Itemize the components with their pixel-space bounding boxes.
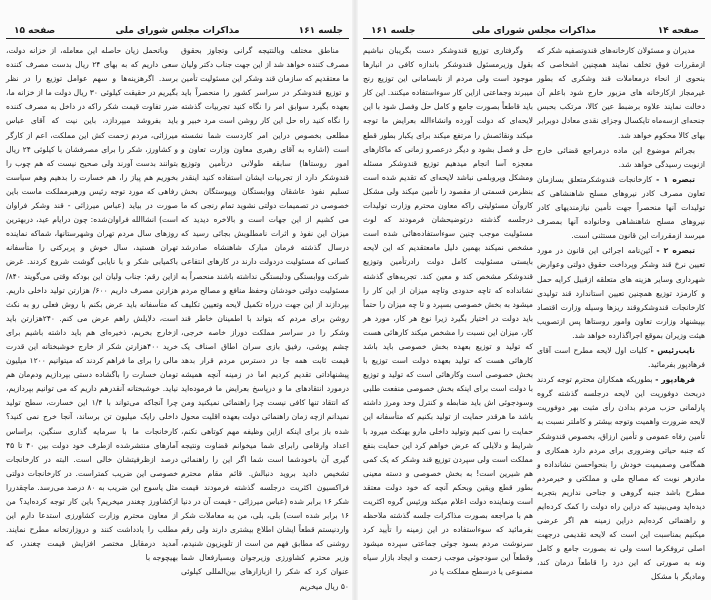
running-title: مذاکرات مجلس شورای ملی: [115, 26, 240, 36]
paragraph: [537, 173, 705, 243]
paragraph-text: کارخانجات قندوشکرمتعلق بسازمان تعاون مصرف کادر نیروهای مسلح شاهنشاهی که تولیدات آنها منحصراً جهت تأمین نیازمندیهای کادر نیروهای مسلح شاهنشاهی وخانواده آنها بمصرف میرسد ازمقررات این قانون مستثنی است.: [537, 174, 705, 241]
paragraph-text: آئین‌نامه اجرائی این قانون در مورد تعیین نرخ قند وشکر وپرداخت حقوق دولتی وعوارض شهرداری وسایر هزینه های متعلقه ازقبیل کرایه حمل و کارمزد توزیع همچنین تعیین استاندارد قند تولیدی کارخانجات قندوشکروقند ریزها وسیله وزارت اقتصاد بپیشنهاد وزارت تعاون وامور روستاها پس ازتصویب هیئت وزیران بموقع اجراگذارده خواهد شد.: [537, 246, 705, 340]
text-column-left: [363, 44, 533, 584]
paragraph: [537, 373, 705, 584]
paragraph: [537, 144, 705, 172]
page-number: صفحه ۱۴: [657, 26, 699, 36]
paragraph-text: بطوریکه همکاران محترم توجه کردند دربحث دوفوریت این لایحه درجلسه گذشته گروه پارلمانی حزب مردم بدادن رأی مثبت بهر دوفوریت لایحه ضرورت واهمیت وتوجه بیشتر و کاملتر نسبت به تأمین رفاه عمومی و تأمین ارزاق، بخصوص قندوشکر که جنبه حیاتی وضروری برای مردم دارد همکاری و همگامی وصمیمیت خودش را بنحواحسن نشانداده و مادرهر نوبت که مصالح ملی و مملکتی و خیرمردم مطرح باشد جنبه گروهی و جناحی نداریم بتجربه دیده‌اید ومی‌بینید که دراین راه دولت را کمک کرده‌ایم و راهنمائی کرده‌ایم دراین زمینه هم اگر عرضی میکنیم بمناسبت این است که لایحه تقدیمی درجهت اصلی تروفکرما است ولی نه بصورت جامع و کامل ونه به صورتی که این درد را قاطعاً درمان کند، ومادیگر با مشکل: [537, 375, 705, 582]
page-header: [6, 22, 349, 39]
session-number: جلسه ۱۶۱: [298, 26, 343, 36]
paragraph-text: بجرائم موضوع این ماده درمراجع قضائی خارج ازنوبت رسیدگی خواهد شد.: [537, 145, 705, 169]
paragraph: [537, 244, 705, 343]
paragraph-text: وگرفتاری توزیع قندوشکر دست بگریبان نباشیم بقول وزیرمسئول قندوشکر باندازه کافی در انبارها موجود است ولی مردم از نابسامانی این توزیع رنج میبرند وجماعتی ازاین کار سوءاستفاده میکنند. این کار باید قاطعاً بصورت جامع و کامل حل وفصل شود با این لایحه‌ای که دولت آورده وانشاءالله بعرایض ما توجه میکند ونقائصش را مرتفع میکند برای یکبار بطور قطع حل و فصل بشود و دیگر درعصرو زمانی که ماکارهای معجزه آسا انجام میدهیم توزیع قندوشکر مسئله ومشکل وپروبلمی نباشد لایحه‌ای که تقدیم شده است بنظرمن قسمتی از مقصود را تأمین میکند ولی مشکل کاروآن مسئولیتی راکه معاون محترم وزارت تولیدات درجلسه گذشته درتوضیحشان فرمودند که لوث مسئولیت موجب چنین سوءاستفاده‌هائی شده است مشخص نمیکند بهمین دلیل مامعتقدیم که این لایحه بایستی مسئولیت کامل دولت رادرتأمین وتوزیع قندوشکر مشخص کند و معین کند. تجربه‌های گذشته نشانداده که تاچه حدودی وتاچه میزان از این کار را میشود به بخش خصوصی بسپرد و تا چه میزان را حتماً باید دولت در اختیار بگیرد زیرا نوع هر کار، مورد هر کار، میزان این نسبت را مشخص میکند کارهائی هست که تولید و توزیع بعهده بخش خصوصی باید باشد کارهائی هست که تولید بعهده دولت است توزیع با بخش خصوصی است وکارهائی است که تولید و توزیع با دولت است برای اینکه بخش خصوصی منفعت طلبی وسودجوئی اش باید ضابطه و کنترل وحد ومرز داشته باشد ما هرقدر حمایت از تولید بکنیم که متأسفانه این حمایت را نمی کنیم وتولید داخلی مارو بهنکث میرود با شرایط و دلایلی که عرض خواهم کرد این حمایت بنفع مملکت است ولی سپردن توزیع قند وشکر که یک کمی هم شیرین است! به بخش خصوصی و دسته معینی بطور قطع ویقین وبحکم آنچه که خود دولت معتقد است ونماینده دولت اعلام میکند ورئیس گروه اکثریت هم با مراجعه بصورت مذاکرات جلسه گذشته ملاحظه بفرمائید که سوءاستفاده در این زمینه را تأیید کرد سرنوشت مردم بسود جوئی جماعتی سپرده میشود وقطعاً این سودجوئی موجب زحمت و ایجاد بازار سیاه مصنوعی یا درسطح مملکت یا در: [363, 46, 533, 577]
page-left: [0, 0, 355, 600]
paragraph-text: مناطق مختلف وبالنتیجه گرانی وتجاوز بحقوق مصرف کننده خواهد شد از این جهت جناب دکتر ولیان ما معتقدیم که سازمان قند وشکر این مسئولیت تأمین و توزیع قندوشکر در سراسر کشور را منحصراً باید بعهده بگیرد سوابق امر را نگاه کنید تجربیات گذشته را نگاه کنید راه حل این کار روشن است مرد خبیر و مطلعی بخصوص دراین امر کاردست شما نشسته است (اشاره به آقای رهبری معاون وزارت تعاون و امور روستاها) سابقه طولانی درتأمین وتوزیع قندوشکر دارد از تجربیات ایشان استفاده کنید اینقدر تسلیم نفوذ عاشقان ووابستگان وپیوستگان بخش خصوصی در تصمیمات دولتی نشوید تمام رنجی که ما می کشیم از این جهات است و بالاخره دیدید که میزان این نفوذ و اثرات نامطلوبش بجائی رسید که درسال گذشته فرمان مبارک شاهنشاه صادرشد کسانی که مسئولیت دردولت دارند در کارهای انتفاعی شرکت ووابستگی ودلبستگی نداشته باشند منحصراً به مسئولیت دولتی خودشان وحفظ منافع و مصالح مردم بپردازند از این جهت درراه تکمیل لایحه وتعیین تکلیف روشن برای مردم که بتواند با اطمینان خاطر قند وشکر را در سراسر مملکت دوراز خاصه خرجی، چشم پوشی، رفیق بازی سران اطاق اصناف یک قیمت ثابت همه جا در دسترس مردم قرار بدهد پیشنهاداتی تقدیم کردیم اما در زمینه آنچه همیشه درمورد انتقادهای ما و درپاسخ بعرایض ما فرموده‌اید که انتقاد تنها کافی نیست چرا راهنمائی نمیکنید ومن نمیدانم ازچه زمان راهنمائی دولت بعهده اقلیت محول شده باز برای اینکه ازاین وظیفه مهم کوتاهی نکنم، اعداد وارقامی رابرای شما میخوانم قضاوت ونتیجه گیری آن باخودشما است شما اگر این را راهنمائی تشخیص دادید بروید دنبالش. قائم مقام محترم فراکسیون اکثریت درجلسه گذشته فرمودند قیمت شکر ۱۶ برابر شده (عباس میرزائی - قیمت آن در دنیا ۱۶ برابر شده است) بلی، بلی، من به معاملات شکر واردنیستم قطعاً ایشان اطلاع بیشتری دارند ولی رقم روشنی که مطابق فهم من است از تلویزیون شنیدم، وزیر محترم کشاورزی وزیرجوان وبسیارفعال شما عنوان کرد که شکر را ازبازارهای بین‌المللی کیلوئی ۵۰ ریال میخریم: [181, 46, 349, 591]
paragraph: [181, 44, 349, 594]
running-title: مذاکرات مجلس شورای ملی: [471, 26, 597, 36]
speaker-or-note-label: تبصره ۱ -: [656, 174, 695, 184]
paragraph-text: کلیات اول لایحه مطرح است آقای فرهادپور بفرمائید.: [537, 345, 705, 370]
speaker-or-note-label: فرهادپور -: [655, 375, 695, 385]
paragraph: [537, 344, 705, 372]
text-column-left: [6, 44, 178, 584]
speaker-or-note-label: تبصره ۲ -: [656, 246, 695, 256]
page-right: [357, 0, 711, 600]
paragraph: [6, 44, 178, 565]
paragraph: [363, 44, 533, 580]
speaker-or-note-label: نایب‌رئیس -: [650, 345, 695, 355]
page-header: [363, 22, 705, 39]
paragraph-text: مدیران و مسئولان کارخانه‌های قندوتصفیه شکر که ازمقررات فوق تخلف نمایند همچنین اشخاصی که بنحوی از انحاء درمعاملات قند وشکری که بطور غیرمجاز ازکارخانه های مزبور خارج شود باعلم آن دخالت نمایند علاوه برضبط عین کالا، مرتکب بحبس جنحه‌ای ازسه‌ماه تایکسال وجزای نقدی معادل دوبرابر بهای کالا محکوم خواهد شد.: [537, 46, 705, 140]
text-column-right: [181, 44, 349, 591]
paragraph-text: وباتحمل زیان حاصله این معامله، از خزانه دولت، سعی داریم که به بهای ۲۴ ریال بدست مصرف کننده برسد. اگرهزینه‌ها و سهم عوامل توزیع را در نظر بگیریم در حقیقت کیلوئی ۳۰ ریال دولت ما از خزانه ما، ضرر تفاوت قیمت شکر راکه در داخل به مصرف کننده باید بفروشد میپردازد، باین نیت که آقای عباس میرزائی، مردم زحمت کش این مملکت، اعم از کارگر و کشاورز، شکر را برای مصرفشان با کیلوئی ۲۴ ریال بتوانند بدست آورند ولی صحیح نیست که هم چوب را بخوریم هم پیاز را، هم خسارت را بدهیم وهم سیاست رفاهی که مورد توجه رئیس ورهبرمملکت ماست باین صورت در بیاید (عباس میرزائی - قند وشکر فراوان است) انشاالله فراوان‌شده: چون درایام عید، دربهترین روزهای سال مردم تهران وشهرستانها، شماکه نماینده تهران هستید، سال خوش و پربرکتی را متأسفانه باکمیابی شکر و با نایابی گوشت شروع کردند. غرض ازاین رقم: جناب ولیان این بودکه وقتی می‌گویند ۸۴۰/ هزارتن مصرف داریم ۶۰۰/ هزارتن تولید داخلی داریم. که متأسفانه باید عرض بکنم با روش فعلی رو به نکث است، دلایلش راهم عرض می کنم. ۲۴۰هزارتن باید ازخارج بخریم، ذخیره‌ای هم باید داشته باشیم برای خرید ۴۰۰هزارتن شکر از خارج خوشبختانه این قدرت مالی را برای ما فراهم کردند که میتوانیم ۱۲۰۰ میلیون تومان خسارت را باگشاده دستی بپردازیم ودم‌مان هم نیاید. خوشبختانه آنقدرهم داریم که می توانیم بپردازیم، چرا آنجاکه می‌تواند با ۱/۴ این خسارت، سطح تولید داخلی رایک میلیون تن برساند، آنجا خرج نمی کنید؟ کارخانجات ما با سرمایه گذاری سنگین، براساس آمارهای منتشرشده ازطرف خود دولت بین ۴۰ تا ۴۵ درصد ازظرفیتشان خالی است. البته در کارخانجات خصوصی این ضریب کمتراست. در کارخانجات دولتی مثل یاسوج این ضریب به ۸۰ درصد می‌رسد. ماچقدررا ازکشاورز چغندر میخریم؟ باین کار توجه کرده‌اید؟ من از معاون محترم وزارت کشاورزی استدعا دارم این مطلب را یادداشت کنند و دروزارتخانه مطرح نمایند. آمدید درمقابل مختصر افزایش قیمت چغندر، که بهیچوجه با: [6, 46, 179, 563]
paragraph: [537, 44, 705, 143]
page-number: صفحه ۱۵: [14, 26, 56, 36]
session-number: جلسه ۱۶۱: [371, 26, 416, 36]
text-column-right: [537, 44, 705, 584]
